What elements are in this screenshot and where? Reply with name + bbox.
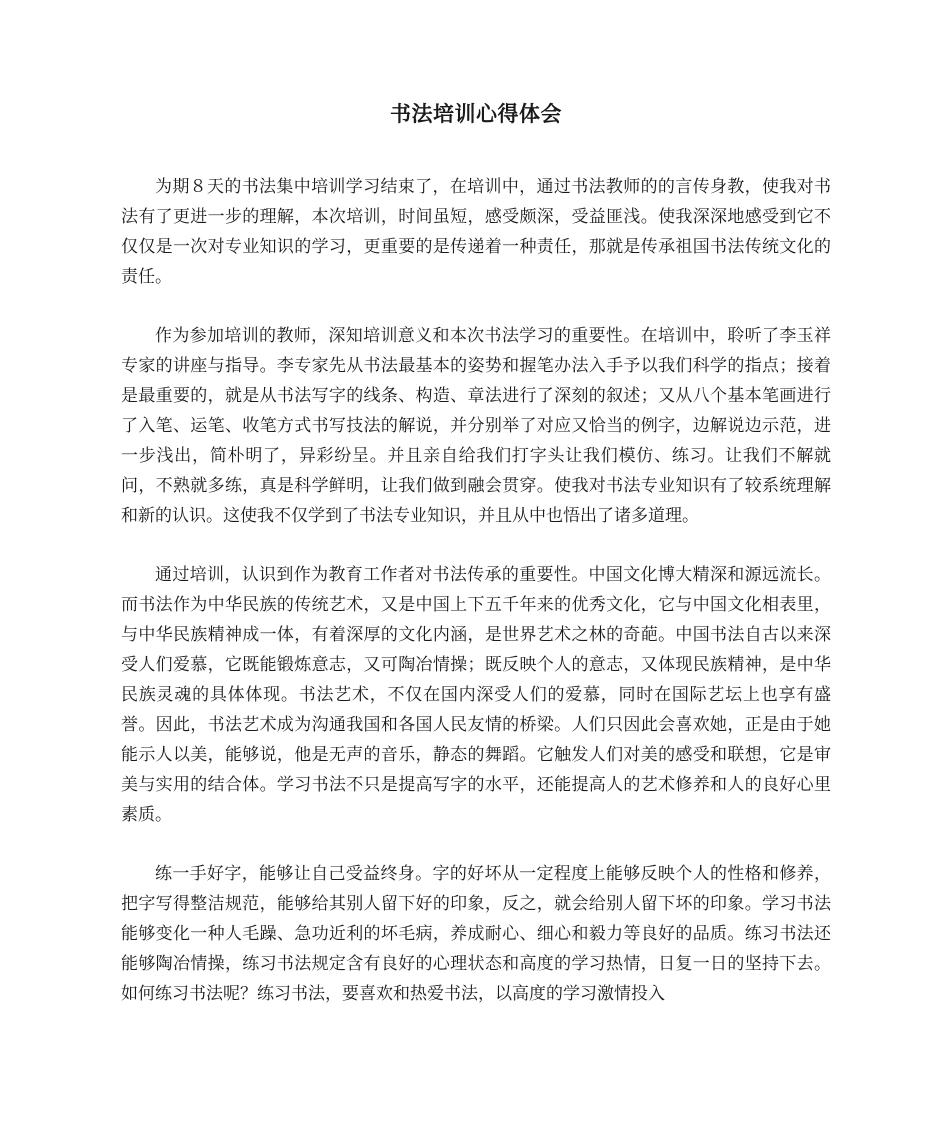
paragraph-1: 为期８天的书法集中培训学习结束了，在培训中，通过书法教师的的言传身教，使我对书法有了更进一步的理解，本次培训，时间虽短，感受颇深，受益匪浅。使我深深地感受到它不仅仅是一次对专业知识的学习，更重要的是传递着一种责任，那就是传承祖国书法传统文化的责任。: [121, 177, 831, 287]
paragraph-3: 通过培训，认识到作为教育工作者对书法传承的重要性。中国文化博大精深和源远流长。而书法作为中华民族的传统艺术，又是中国上下五千年来的优秀文化，它与中国文化相表里，与中华民族精神成一体，有着深厚的文化内涵，是世界艺术之林的奇葩。中国书法自古以来深受人们爱慕，它既能锻炼意志，又可陶冶情操；既反映个人的意志，又体现民族精神，是中华民族灵魂的具体体现。书法艺术，不仅在国内深受人们的爱慕，同时在国际艺坛上也享有盛誉。因此，书法艺术成为沟通我国和各国人民友情的桥梁。人们只因此会喜欢她，正是由于她能示人以美，能够说，他是无声的音乐，静态的舞蹈。它触发人们对美的感受和联想，它是审美与实用的结合体。学习书法不只是提高写字的水平，还能提高人的艺术修养和人的良好心里素质。: [121, 565, 831, 825]
document-page: [121, 96, 831, 1038]
page-title: 书法培训心得体会: [390, 102, 562, 126]
paragraph-4: 练一手好字，能够让自己受益终身。字的好坏从一定程度上能够反映个人的性格和修养，把字写得整洁规范，能够给其别人留下好的印象，反之，就会给别人留下坏的印象。学习书法能够变化一种人毛躁、急功近利的坏毛病，养成耐心、细心和毅力等良好的品质。练习书法还能够陶冶情操，练习书法规定含有良好的心理状态和高度的学习热情，日复一日的坚持下去。如何练习书法呢？练习书法，要喜欢和热爱书法，以高度的学习激情投入: [121, 864, 831, 1004]
paragraph-2: 作为参加培训的教师，深知培训意义和本次书法学习的重要性。在培训中，聆听了李玉祥专家的讲座与指导。李专家先从书法最基本的姿势和握笔办法入手予以我们科学的指点；接着是最重要的，就是从书法写字的线条、构造、章法进行了深刻的叙述；又从八个基本笔画进行了入笔、运笔、收笔方式书写技法的解说，并分别举了对应又恰当的例字，边解说边示范，进一步浅出，简朴明了，异彩纷呈。并且亲自给我们打字头让我们模仿、练习。让我们不解就问，不熟就多练，真是科学鲜明，让我们做到融会贯穿。使我对书法专业知识有了较系统理解和新的认识。这使我不仅学到了书法专业知识，并且从中也悟出了诸多道理。: [121, 326, 831, 526]
